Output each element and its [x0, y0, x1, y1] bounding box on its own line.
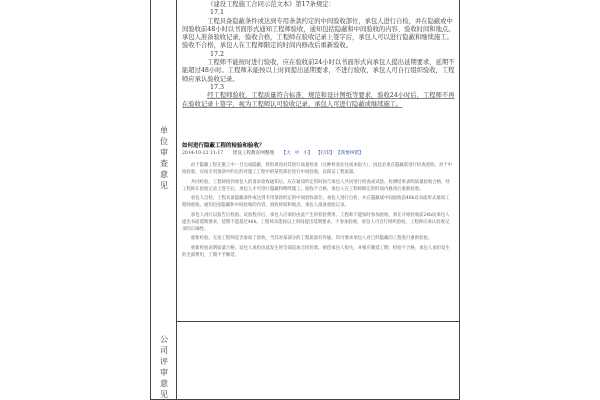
article-paragraph: 重新检验表明质量合格，发包人承担由此发生的全部追加合同价款，赔偿承包人损失，并相应顺延工期；检验不合格，承包人承担发生的全部费用，工期不予顺延。 [182, 245, 450, 258]
embedded-article [182, 142, 453, 262]
clause-17-1-number: 17.1 [210, 9, 225, 17]
font-medium-link[interactable]: 中 [294, 151, 300, 156]
clause-17-2-text: 工程师不能按时进行验收，应在验收前24小时以书面形式向承包人提出延期要求，延期不能超过48小时。工程师未能按以上时间提出延期要求，不进行验收，承包人可自行组织验收，工程师应承认验收记录。 [182, 59, 455, 83]
label-column [151, 0, 177, 399]
article-paragraph: 共同检验。工程师接到承包人的请求验收通知后，应在通知约定的时间与承包人共同进行检查或试验。检测结果表明质量验收合格，经工程师在验收记录上签字后，承包人才可进行隐蔽和继续施工。验收不合格，承包人在工程师限定的时间内修改后重新验收。 [182, 179, 450, 192]
article-paragraph: 承包人再行以报告后检验、试验程序后，承包人应承担由此产生的检验费用。工程师不能按时参加验收，须在开始验收前24h向承包人提出书面延期要求，延期不能超过48h。工程师未能按以上时间提出延期要求，不参加验收，承包人可自行组织验收，工程师应承认验收记录的正确性。 [182, 212, 450, 232]
clause-17-3-text: 经工程师验收，工程质量符合标准、规范和设计图纸等要求，验收24小时后，工程师不再在验收记录上签字，视为工程师认可验收记录，承包人可进行隐蔽或继续施工。 [182, 92, 455, 108]
article-source: 建设工程教育网整理 [232, 151, 275, 156]
company-review-cell [177, 322, 459, 399]
font-small-link[interactable]: 小 [303, 151, 308, 156]
contract-clause-text [182, 1, 455, 109]
print-link-wrap: 【打印】 [316, 151, 335, 156]
clause-17-2-number: 17.2 [210, 50, 225, 58]
unit-review-label: 单 位 审 查 意 见 [160, 126, 168, 190]
review-form-table [150, 0, 460, 400]
close-link[interactable]: 我要纠错 [340, 151, 359, 156]
close-link-wrap: 【我要纠错】 [335, 151, 364, 156]
clause-17-3-number: 17.3 [210, 83, 225, 91]
article-paragraph: 重新检验。无论工程师是否参加了验收，当其对某部分的工程质量有怀疑，均可要求承包人对已经隐蔽的工程进行重新检验。 [190, 236, 433, 242]
font-large-link[interactable]: 大 [286, 151, 291, 156]
article-title: 如何进行隐蔽工程的检验和验收？ [182, 143, 265, 149]
article-date: 2014-10-22 11:17 [182, 151, 224, 156]
font-size-controls: 【大 中 小】 [281, 151, 313, 156]
company-review-label: 公 司 评 审 意 见 [160, 335, 168, 399]
content-column [177, 0, 459, 399]
print-link[interactable]: 打印 [320, 151, 330, 156]
clause-intro: 《建设工程施工合同示范文本》第17条规定： [207, 1, 335, 8]
clause-17-1-text: 工程具备隐蔽条件或达到专用条款约定的中间验收部位，承包人进行自检，并在隐蔽或中间验收前48小时以书面形式通知工程师验收，通知包括隐蔽和中间验收的内容、验收时间和地点。承包人准备验收记录，验收合格，工程师在验收记录上签字后，承包人可以进行隐蔽和继续施工。验收不合格，承包人在工程师限定的时间内修改后重新验收。 [182, 17, 455, 50]
unit-review-cell [177, 0, 459, 322]
article-paragraph: 承包人自检。工程具备隐蔽条件或达到专用条款约定的中间验收部位，承包人进行自检，并在隐蔽或中间验收前48h以书面形式通知工程师验收。通知包括隐蔽和中间验收的内容、验收时间和地点。承包人准备验收记录。 [182, 196, 450, 209]
article-meta [182, 150, 453, 158]
article-paragraph: 由于隐蔽工程在施工中一旦完成隐蔽，将很难再对其进行质量检查（这种检查往往成本很大），因此必须在隐蔽前进行检查验收。对于中间验收，应按专用条款中约定的对施工工程中的某些部位进行中间验收，以保证工程质量。 [182, 163, 453, 175]
article-body [182, 162, 453, 259]
